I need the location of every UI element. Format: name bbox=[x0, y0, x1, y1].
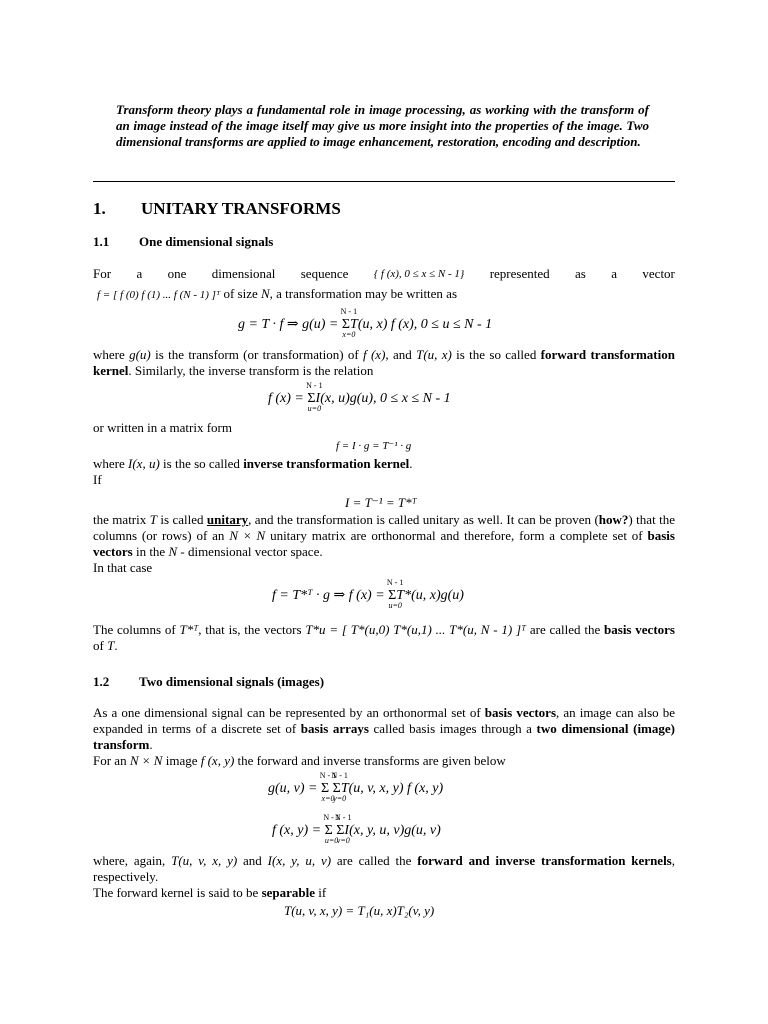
vector-math: f = [ f (0) f (1) ... f (N - 1) ]ᵀ bbox=[97, 289, 221, 301]
bold-term: basis vectors bbox=[604, 622, 675, 637]
text: if bbox=[315, 885, 327, 900]
paragraph-1-line-2 bbox=[97, 286, 457, 303]
paragraph-9 bbox=[93, 705, 675, 753]
text: are called the bbox=[526, 622, 605, 637]
sum-upper: N - 1 bbox=[306, 381, 323, 390]
text: The forward kernel is said to be bbox=[93, 885, 262, 900]
text: is called bbox=[156, 512, 207, 527]
equation-forward-1d bbox=[238, 307, 493, 339]
text: . bbox=[114, 638, 118, 653]
text: , an image can also be expanded in terms of a discrete set of bbox=[93, 705, 675, 736]
math: f (x) bbox=[363, 347, 386, 362]
word: a bbox=[136, 266, 143, 281]
equation-inverse-1d bbox=[268, 381, 451, 413]
equation-inverse-2d bbox=[272, 813, 441, 845]
text: called basis images through a bbox=[368, 721, 537, 736]
sum-upper: N - 1 bbox=[319, 771, 337, 780]
eq-lhs: f (x) = bbox=[268, 391, 308, 406]
text: For an bbox=[93, 753, 130, 768]
paragraph-6 bbox=[93, 512, 675, 560]
sum-upper: N - 1 bbox=[323, 813, 340, 822]
bold-term: forward transformation kernel bbox=[93, 347, 675, 378]
word: dimensional bbox=[211, 266, 276, 281]
text: , that is, the vectors bbox=[198, 622, 306, 637]
text: in the bbox=[132, 544, 169, 559]
word: a bbox=[611, 266, 618, 281]
summation: Σ N - 1 y=0 bbox=[333, 781, 341, 797]
math: N × N bbox=[129, 753, 163, 768]
math: N bbox=[168, 544, 178, 559]
word: sequence bbox=[300, 266, 349, 281]
summation: Σ N - 1 v=0 bbox=[336, 823, 344, 839]
bold-term: two dimensional (image) transform bbox=[93, 721, 675, 752]
section-divider bbox=[93, 181, 675, 182]
sum-lower: x=0 bbox=[342, 330, 356, 339]
word: as bbox=[575, 266, 586, 281]
equation-separable-kernel: T(u, v, x, y) = T₁(u, x)T₂(v, y) bbox=[284, 903, 435, 918]
eq-lhs: g(u, v) = bbox=[268, 781, 321, 796]
subsection-number: 1.1 bbox=[93, 234, 110, 249]
summation: Σ N - 1 u=0 bbox=[388, 588, 396, 604]
summation: Σ N - 1 x=0 bbox=[342, 317, 350, 333]
bold-term: basis vectors bbox=[484, 705, 557, 720]
abstract: Transform theory plays a fundamental role in image processing, as working with the transform of an image instead of the image itself may give us more insight into the properties of the image. Two dimensional transforms are applied to image enhancement, restoration, encoding and description. bbox=[116, 102, 649, 149]
math-N: N bbox=[260, 286, 270, 301]
sum-lower: u=0 bbox=[324, 836, 339, 845]
text: . Similarly, the inverse transform is the relation bbox=[128, 363, 374, 378]
math: T(u, v, x, y) bbox=[171, 853, 238, 868]
text: . bbox=[409, 456, 413, 471]
eq-rhs: T*(u, x)g(u) bbox=[396, 588, 464, 603]
text: and bbox=[237, 853, 268, 868]
math: T(u, x) bbox=[416, 347, 452, 362]
text: As a one dimensional signal can be represented by an orthonormal set of bbox=[93, 705, 485, 720]
sum-upper: N - 1 bbox=[331, 771, 348, 780]
math: I(x, u) bbox=[128, 456, 160, 471]
text: , a transformation may be written as bbox=[269, 286, 458, 301]
bold-term: basis arrays bbox=[300, 721, 369, 736]
word: one bbox=[167, 266, 187, 281]
text: of bbox=[93, 638, 108, 653]
equation-forward-2d bbox=[268, 771, 444, 803]
text: , respectively. bbox=[93, 853, 675, 884]
text: where, again, bbox=[93, 853, 172, 868]
text: , and the transformation is called unitary as well. It can be proven ( bbox=[248, 512, 599, 527]
sum-lower: x=0 bbox=[321, 794, 335, 803]
math: I(x, y, u, v) bbox=[267, 853, 332, 868]
text: unitary matrix are orthonormal and therefore, form a complete set of bbox=[265, 528, 648, 543]
text: The columns of bbox=[93, 622, 180, 637]
sum-lower: u=0 bbox=[388, 601, 402, 610]
subsection-title: One dimensional signals bbox=[139, 234, 274, 249]
text: is the so called bbox=[159, 456, 244, 471]
bold-term: inverse transformation kernel bbox=[243, 456, 410, 471]
sum-lower: u=0 bbox=[307, 404, 322, 413]
paragraph-1-line-1 bbox=[93, 266, 675, 282]
paragraph-12 bbox=[93, 885, 326, 901]
eq-rhs: I(x, u)g(u), 0 ≤ x ≤ N - 1 bbox=[315, 391, 451, 406]
text: where bbox=[93, 347, 130, 362]
paragraph-5: If bbox=[93, 472, 102, 487]
text: of size bbox=[220, 286, 261, 301]
eq-lhs: f = T*ᵀ · g ⇒ f (x) = bbox=[272, 588, 389, 603]
word: vector bbox=[642, 266, 675, 281]
math: T*u = [ T*(u,0) T*(u,1) ... T*(u, N - 1) ]ᵀ bbox=[305, 622, 527, 637]
text: are called the bbox=[331, 853, 418, 868]
text: image bbox=[162, 753, 201, 768]
subsection-title: Two dimensional signals (images) bbox=[139, 674, 325, 689]
summation: Σ N - 1 u=0 bbox=[307, 391, 315, 407]
bold-term: separable bbox=[261, 885, 316, 900]
text: . bbox=[149, 737, 153, 752]
section-heading-1 bbox=[93, 199, 341, 219]
word: represented bbox=[489, 266, 550, 281]
sum-lower: v=0 bbox=[336, 836, 350, 845]
equation-unitary-condition: I = T⁻¹ = T*ᵀ bbox=[345, 495, 417, 510]
eq-rhs: T(u, v, x, y) f (x, y) bbox=[340, 781, 444, 796]
sequence-math: { f (x), 0 ≤ x ≤ N - 1} bbox=[373, 268, 465, 280]
text: is the so called bbox=[451, 347, 541, 362]
math: T bbox=[107, 638, 115, 653]
bold-term: how? bbox=[598, 512, 629, 527]
text: - dimensional vector space. bbox=[177, 544, 323, 559]
bold-term: basis vectors bbox=[93, 528, 675, 559]
subsection-heading-1-1 bbox=[93, 234, 273, 250]
math: N × N bbox=[229, 528, 266, 543]
sum-upper: N - 1 bbox=[335, 813, 352, 822]
text: is the transform (or transformation) of bbox=[150, 347, 364, 362]
math: T bbox=[149, 512, 157, 527]
sum-upper: N - 1 bbox=[340, 307, 358, 316]
subsection-number: 1.2 bbox=[93, 674, 110, 689]
bold-term: unitary bbox=[206, 512, 249, 527]
math: g(u) bbox=[129, 347, 151, 362]
equation-matrix-form: f = I · g = T⁻¹ · g bbox=[336, 440, 412, 452]
bold-term: forward and inverse transformation kernels bbox=[417, 853, 672, 868]
summation: Σ N - 1 x=0 bbox=[321, 781, 329, 797]
text: where bbox=[93, 456, 129, 471]
word: For bbox=[93, 266, 112, 281]
paragraph-4 bbox=[93, 456, 413, 472]
sum-lower: y=0 bbox=[333, 794, 347, 803]
text: , and bbox=[385, 347, 417, 362]
eq-rhs: T(u, x) f (x), 0 ≤ u ≤ N - 1 bbox=[350, 317, 493, 332]
sum-upper: N - 1 bbox=[386, 578, 404, 587]
paragraph-3: or written in a matrix form bbox=[93, 420, 232, 435]
equation-basis-expansion bbox=[272, 578, 464, 610]
text: the matrix bbox=[93, 512, 150, 527]
paragraph-7: In that case bbox=[93, 560, 153, 575]
eq-lhs: g = T · f ⇒ g(u) = bbox=[238, 317, 342, 332]
paragraph-8 bbox=[93, 622, 675, 654]
text: the forward and inverse transforms are given below bbox=[234, 753, 506, 768]
eq-lhs: f (x, y) = bbox=[272, 823, 325, 838]
paragraph-11 bbox=[93, 853, 675, 885]
eq-rhs: I(x, y, u, v)g(u, v) bbox=[344, 823, 441, 838]
subsection-heading-1-2 bbox=[93, 674, 324, 690]
math: T*ᵀ bbox=[179, 622, 199, 637]
section-number: 1. bbox=[93, 199, 106, 218]
paragraph-2 bbox=[93, 347, 675, 379]
paragraph-10 bbox=[93, 753, 506, 769]
text: ) that the columns (or rows) of an bbox=[93, 512, 675, 543]
math: f (x, y) bbox=[200, 753, 235, 768]
summation: Σ N - 1 u=0 bbox=[325, 823, 333, 839]
section-title: UNITARY TRANSFORMS bbox=[141, 199, 341, 218]
